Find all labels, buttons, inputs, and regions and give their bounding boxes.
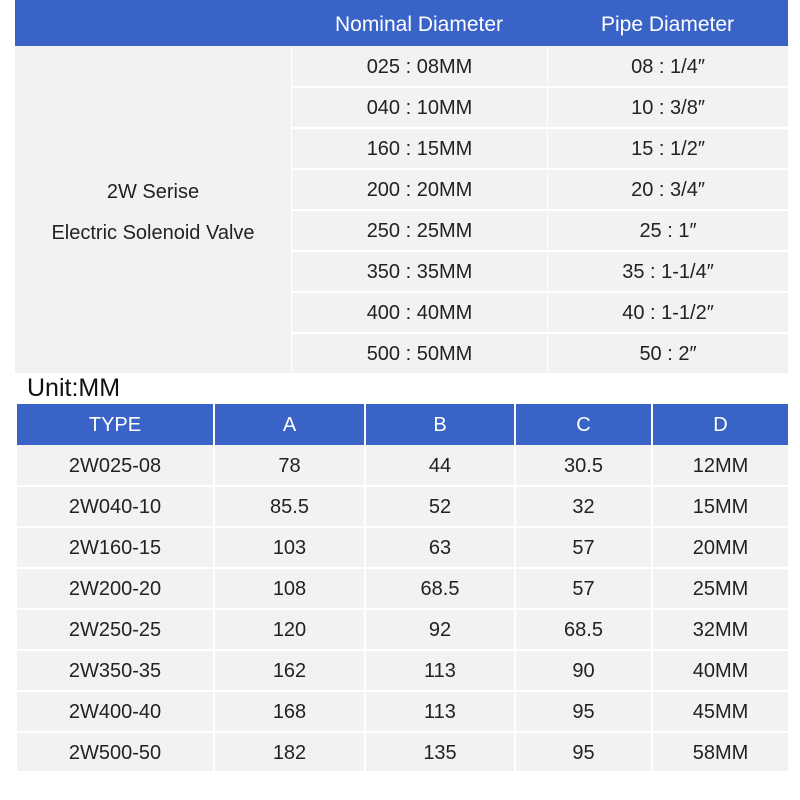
spec-table-body [15,46,788,373]
dim-table-body [17,445,788,771]
c-cell: 95 [514,732,651,773]
a-cell: 120 [213,609,364,650]
product-series: 2W Serise [106,180,200,203]
pipe-diameter-cell: 08 : 1/4″ [547,46,788,87]
table-row [17,732,788,773]
a-cell: 182 [213,732,364,773]
d-cell: 45MM [651,691,788,732]
d-cell: 20MM [651,527,788,568]
unit-label: Unit:MM [27,374,121,402]
nominal-diameter-header: Nominal Diameter [334,13,504,36]
a-cell: 85.5 [213,486,364,527]
type-cell: 2W350-35 [68,660,162,682]
pipe-diameter-header: Pipe Diameter [600,13,735,36]
type-cell: 2W160-15 [68,537,162,559]
d-cell: 32MM [651,609,788,650]
a-cell: 168 [213,691,364,732]
pipe-diameter-cell: 50 : 2″ [547,333,788,374]
c-cell: 30.5 [514,445,651,486]
table-row [17,486,788,527]
d-header: D [651,404,788,445]
pipe-diameter-cell: 10 : 3/8″ [547,87,788,128]
product-label [15,46,291,373]
nominal-diameter-cell: 040 : 10MM [291,87,547,128]
spec-table-header [15,0,788,46]
a-cell: 162 [213,650,364,691]
pipe-diameter-cell: 35 : 1-1/4″ [547,251,788,292]
table-row [17,691,788,732]
table-row [17,445,788,486]
table-row [17,650,788,691]
pipe-diameter-cell: 25 : 1″ [547,210,788,251]
a-cell: 103 [213,527,364,568]
type-cell: 2W200-20 [68,578,162,600]
c-cell: 90 [514,650,651,691]
nominal-diameter-cell: 350 : 35MM [291,251,547,292]
d-cell: 15MM [651,486,788,527]
a-cell: 108 [213,568,364,609]
b-cell: 135 [364,732,514,773]
b-cell: 113 [364,650,514,691]
type-header: TYPE [88,414,142,436]
nominal-diameter-cell: 400 : 40MM [291,292,547,333]
spec-table-row [291,210,788,251]
c-cell: 57 [514,527,651,568]
table-row [17,609,788,650]
table-row [17,568,788,609]
type-cell: 2W500-50 [68,742,162,764]
c-header: C [514,404,651,445]
spec-table-row [291,87,788,128]
a-header: A [213,404,364,445]
nominal-diameter-cell: 025 : 08MM [291,46,547,87]
type-cell: 2W025-08 [68,455,162,477]
spec-table-row [291,251,788,292]
pipe-diameter-cell: 40 : 1-1/2″ [547,292,788,333]
spec-table-row [291,333,788,374]
table-row [17,527,788,568]
c-cell: 57 [514,568,651,609]
pipe-diameter-cell: 15 : 1/2″ [547,128,788,169]
dim-table-header [17,404,788,445]
b-header: B [364,404,514,445]
type-cell: 2W250-25 [68,619,162,641]
spec-table-row [291,128,788,169]
spec-table-row [291,46,788,87]
d-cell: 40MM [651,650,788,691]
spec-table-row [291,292,788,333]
product-name: Electric Solenoid Valve [51,221,255,244]
d-cell: 25MM [651,568,788,609]
type-cell: 2W400-40 [68,701,162,723]
b-cell: 92 [364,609,514,650]
b-cell: 68.5 [364,568,514,609]
a-cell: 78 [213,445,364,486]
d-cell: 58MM [651,732,788,773]
nominal-diameter-cell: 250 : 25MM [291,210,547,251]
nominal-diameter-cell: 500 : 50MM [291,333,547,374]
c-cell: 68.5 [514,609,651,650]
nominal-diameter-cell: 200 : 20MM [291,169,547,210]
c-cell: 32 [514,486,651,527]
pipe-diameter-cell: 20 : 3/4″ [547,169,788,210]
b-cell: 44 [364,445,514,486]
nominal-diameter-cell: 160 : 15MM [291,128,547,169]
type-cell: 2W040-10 [68,496,162,518]
d-cell: 12MM [651,445,788,486]
b-cell: 63 [364,527,514,568]
spec-table-row [291,169,788,210]
c-cell: 95 [514,691,651,732]
b-cell: 113 [364,691,514,732]
b-cell: 52 [364,486,514,527]
